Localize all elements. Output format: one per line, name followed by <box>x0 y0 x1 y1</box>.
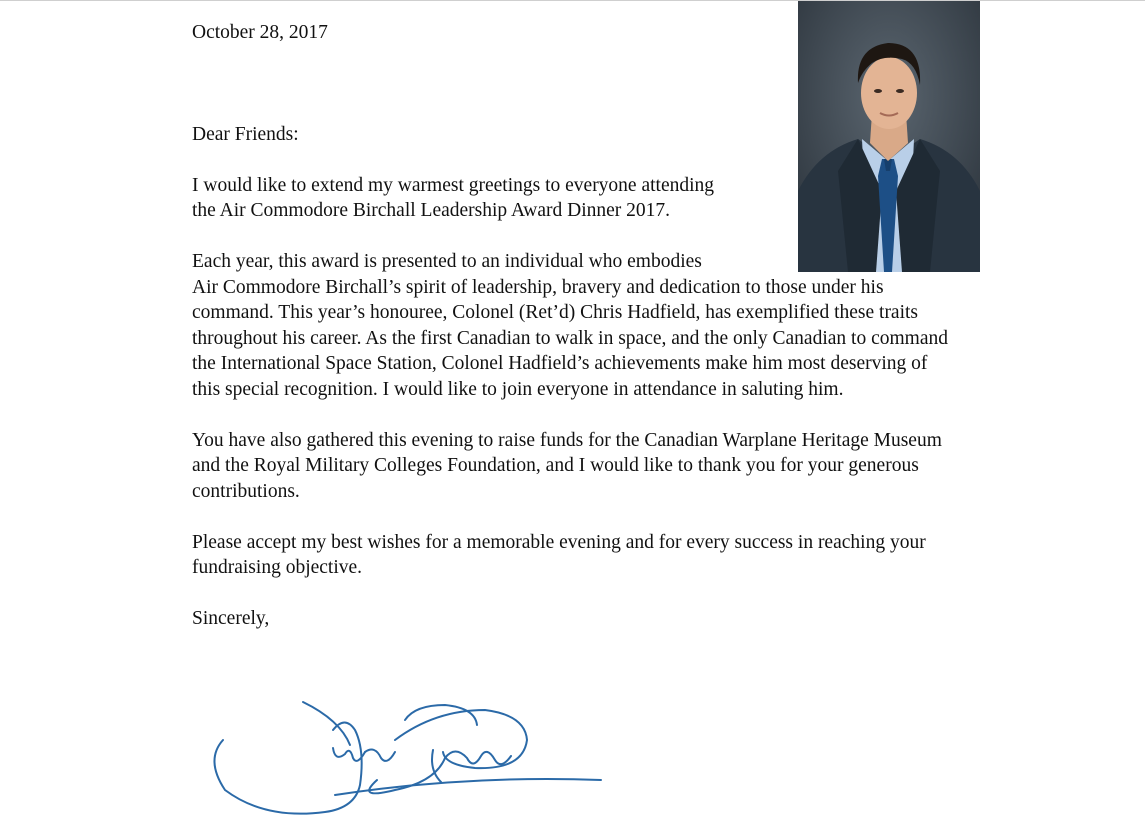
paragraph-fundraising: You have also gathered this evening to raise funds for the Canadian Warplane Heritage Museum and the Royal Military Colleges Foundation, and I would like to thank you for your generous contributions. <box>192 429 942 502</box>
letter-closing: Sincerely, <box>192 608 270 629</box>
paragraph-award-rest: Air Commodore Birchall’s spirit of leadership, bravery and dedication to those under his command. This year’s honouree, Colonel (Ret’d) Chris Hadfield, has exemplified these traits throughout his career. As the first Canadian to walk in space, and the only Canadian to command the International Space Station, Colonel Hadfield’s achievements make him most deserving of this special recognition. I would like to join everyone in attendance in saluting him. <box>192 276 948 400</box>
paragraph-award-line-1: Each year, this award is presented to an individual who embodies <box>192 251 702 272</box>
signature-image <box>205 690 615 820</box>
letter-date: October 28, 2017 <box>192 22 328 43</box>
paragraph-greetings-line-2: the Air Commodore Birchall Leadership Award Dinner 2017. <box>192 200 671 221</box>
paragraph-greetings-line-1: I would like to extend my warmest greetings to everyone attending <box>192 174 715 196</box>
portrait-photo <box>798 1 980 272</box>
paragraph-wishes: Please accept my best wishes for a memorable evening and for every success in reaching your fundraising objective. <box>192 531 926 578</box>
portrait-illustration <box>798 1 980 272</box>
letter-salutation: Dear Friends: <box>192 123 299 145</box>
